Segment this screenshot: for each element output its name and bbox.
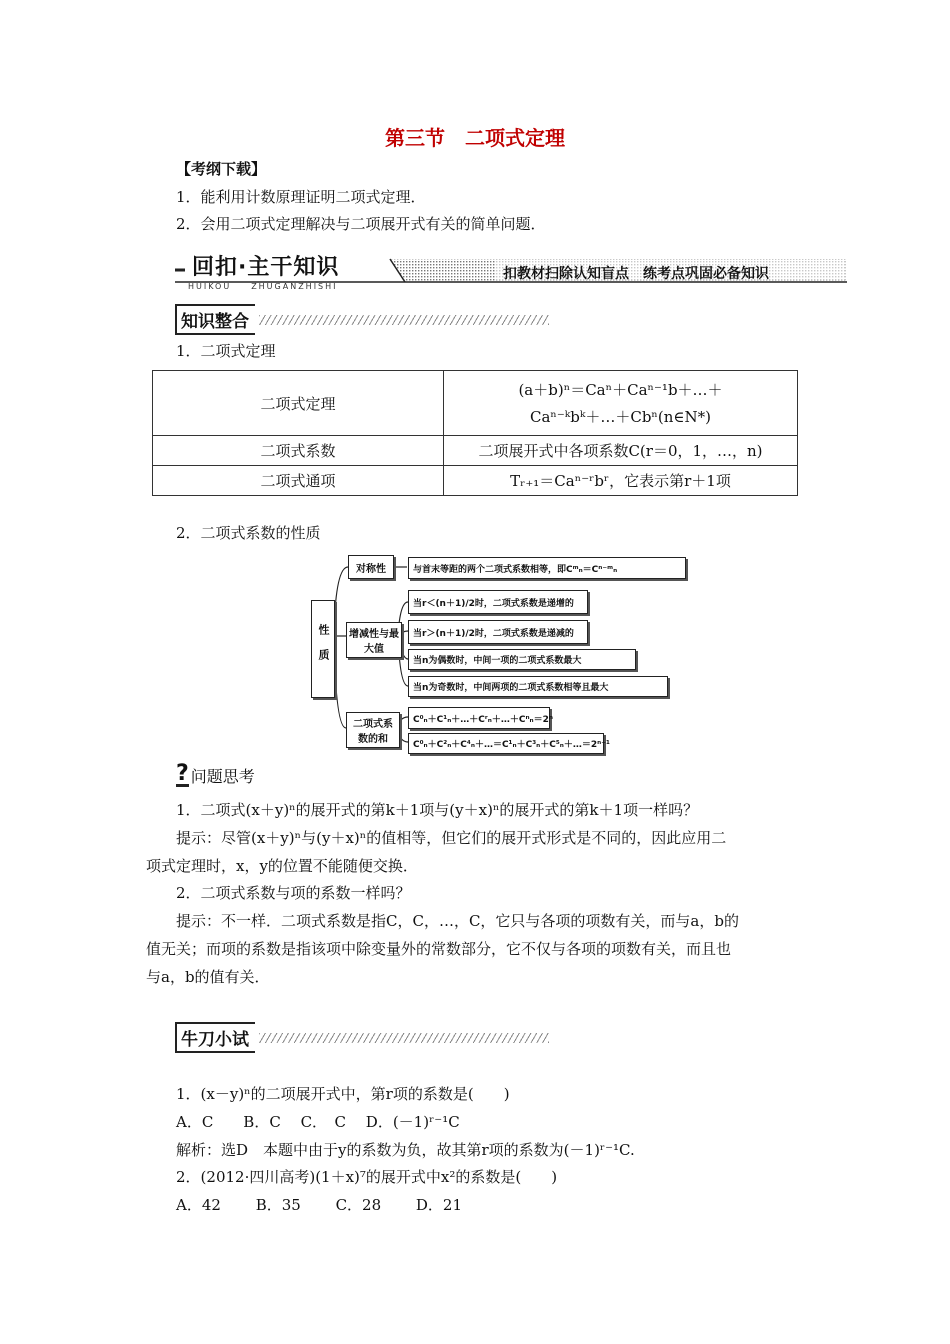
table-cell-value: 二项展开式中各项系数C(r＝0，1，…，n) (444, 436, 798, 466)
branch-label: 增减性与最大值 (349, 629, 399, 655)
leaf-even (408, 649, 636, 670)
practice-q1: 1．(x－y)ⁿ的二项展开式中，第r项的系数是( ) (176, 1085, 510, 1103)
leaf-text: 当r＞(n＋1)/2时，二项式系数是递减的 (413, 628, 574, 639)
section-2-heading: 2．二项式系数的性质 (176, 524, 321, 542)
think-label: 问题思考 (190, 767, 255, 786)
think-a1-line2: 项式定理时，x，y的位置不能随便交换． (146, 857, 418, 875)
diagram-root (311, 600, 335, 698)
practice-q2: 2．(2012·四川高考)(1＋x)⁷的展开式中x²的系数是( ) (176, 1168, 558, 1186)
practice-header (175, 1022, 549, 1053)
question-mark-icon: ? (176, 761, 189, 786)
think-a2-line2: 值无关；而项的系数是指该项中除变量外的常数部分，它不仅与各项的项数有关，而且也 (146, 940, 732, 958)
leaf-text: C⁰ₙ＋C²ₙ＋C⁴ₙ＋…＝C¹ₙ＋C³ₙ＋C⁵ₙ＋…＝2ⁿ⁻¹ (413, 740, 610, 750)
practice-q1-solution: 解析：选D 本题中由于y的系数为负，故其第r项的系数为(－1)ʳ⁻¹C. (176, 1141, 635, 1159)
leaf-text: 当n为奇数时，中间两项的二项式系数相等且最大 (413, 683, 609, 693)
leaf-text: 与首末等距的两个二项式系数相等，即Cᵐₙ＝Cⁿ⁻ᵐₙ (413, 564, 618, 575)
outline-heading: 【考纲下载】 (176, 160, 267, 178)
think-header (176, 761, 255, 787)
table-cell-name: 二项式定理 (153, 371, 444, 436)
leaf-text: 当r＜(n＋1)/2时，二项式系数是递增的 (413, 598, 574, 609)
leaf-text: 当n为偶数时，中间一项的二项式系数最大 (413, 656, 582, 666)
theorem-line-1: (a＋b)ⁿ＝Caⁿ＋Caⁿ⁻¹b＋…＋ (518, 381, 723, 399)
knowledge-label: 知识整合 (175, 304, 255, 335)
think-a2-line1: 提示：不一样．二项式系数是指C，C，…，C，它只与各项的项数有关，而与a，b的 (176, 912, 739, 930)
leaf-increasing (408, 590, 588, 614)
leaf-decreasing (408, 620, 588, 644)
practice-label: 牛刀小试 (175, 1022, 255, 1053)
outline-item-2: 2．会用二项式定理解决与二项展开式有关的简单问题． (176, 215, 546, 233)
banner-title: 回扣·主干知识 (192, 255, 340, 280)
page-title: 第三节 二项式定理 (385, 126, 565, 150)
leaf-alt-sum (408, 733, 610, 754)
outline-item-1: 1．能利用计数原理证明二项式定理． (176, 188, 426, 206)
banner-subtitle: HUIKOU ZHUGANZHISHI (188, 282, 338, 291)
table-cell-name: 二项式系数 (153, 436, 444, 466)
think-a1-line1: 提示：尽管(x＋y)ⁿ与(y＋x)ⁿ的值相等，但它们的展开式形式是不同的，因此应用二 (176, 829, 727, 847)
branch-monotonic (346, 622, 402, 658)
banner-tagline: 扣教材扫除认知盲点 练考点巩固必备知识 (503, 266, 769, 282)
branch-sum (346, 712, 400, 748)
theorem-line-2: Caⁿ⁻ᵏbᵏ＋…＋Cbⁿ(n∈N*) (529, 408, 712, 426)
table-cell-value: Tᵣ₊₁＝Caⁿ⁻ʳbʳ，它表示第r＋1项 (444, 466, 798, 496)
branch-label: 对称性 (356, 563, 386, 575)
practice-q1-options: A．C B．C C． C D．(－1)ʳ⁻¹C (176, 1113, 460, 1131)
hatch-divider (259, 1033, 549, 1043)
leaf-symmetry (408, 557, 686, 579)
branch-symmetry (348, 555, 394, 579)
leaf-text: C⁰ₙ＋C¹ₙ＋…＋Cʳₙ＋…＋Cⁿₙ＝2ⁿ (413, 714, 554, 725)
think-q2: 2．二项式系数与项的系数一样吗？ (176, 884, 411, 902)
leaf-sum (408, 707, 554, 729)
branch-label: 二项式系数的和 (353, 719, 393, 745)
think-q1: 1．二项式(x＋y)ⁿ的展开式的第k＋1项与(y＋x)ⁿ的展开式的第k＋1项一样吗？ (176, 801, 699, 819)
practice-q2-options: A．42 B．35 C．28 D．21 (176, 1196, 463, 1214)
think-a2-line3: 与a，b的值有关． (146, 968, 270, 986)
leaf-odd (408, 676, 668, 697)
diagram-root-label: 性质 (317, 624, 330, 674)
section-1-heading: 1．二项式定理 (176, 342, 276, 360)
table-cell-name: 二项式通项 (153, 466, 444, 496)
